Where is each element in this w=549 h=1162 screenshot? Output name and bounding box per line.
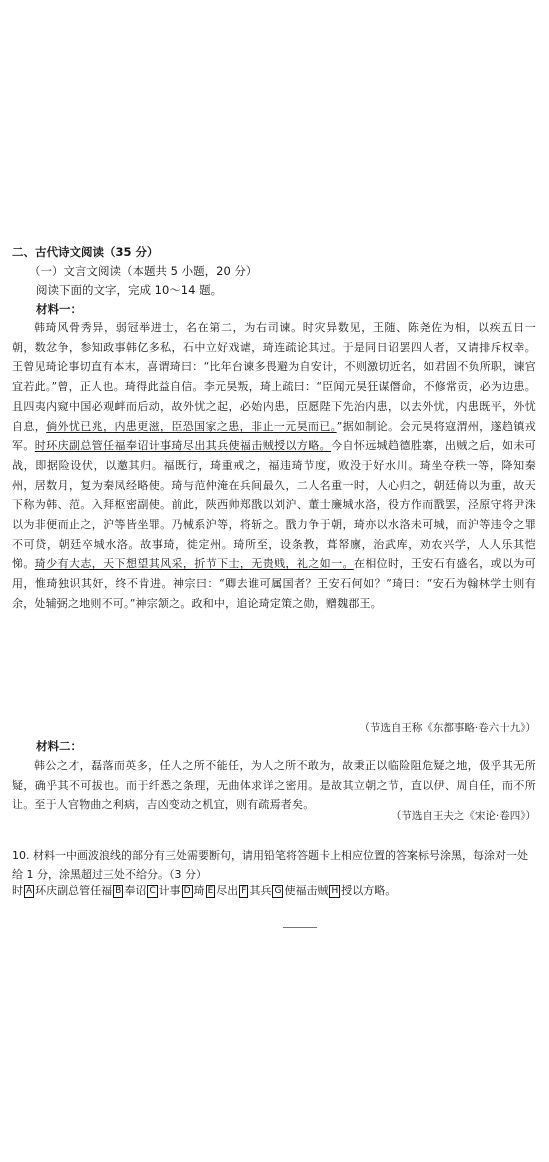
answer-box-h[interactable]: H [331,886,339,896]
material-one-para: ”据如制论。会元昊将寇渭州，遂趋镇戎军。 [12,419,536,453]
underline-2: 琦少有大志，天下想望其风采，折节下士，无贵贱，礼之如一。 [34,557,354,571]
option-text: 尽出 [216,884,239,897]
material-two-text: 韩公之才，磊落而英多，任人之所不能任，为人之所不敢为，故秉正以临险阻危疑之地，伋乎其无所疑，确乎其不可拔也。而于纤悉之条理，无曲体求详之密用。是故其立朝之节，直以伊、周自任，而不所让。至于人官物曲之利病，吉凶变动之机宜，则有疏焉者矣。 [12,759,536,812]
material-one-para: 今自怀远城趋德胜寨，出贼之后，如未可战，即据险设伏，以邀其归。福既行，琦重戒之，福违琦节度，败没于好水川。琦坐夺秩一等，降知秦州，居数月，复为秦凤经略使。琦与范仲淹在兵间最久，二人名重一时，人心归之，朝廷倚以为重，故天下称为韩、范。入拜枢密副使。前此，陕西帅郑戬以刘沪、董士廉城水洛，役方作而戬罢，泾原守将尹洙以为非便而止之，沪等皆坐罪。乃械系沪等，将斩之。戬力争于朝，琦亦以水洛未可城，而沪等违令之罪不可贷，朝廷卒城水洛。故事琦，徙定州。琦所至，设条教，葺帑廪，治武库，劝农兴学，人人乐其恺悌。 [12,439,536,571]
subsection-title: （一）文言文阅读（本题共 5 小题，20 分） [29,264,258,278]
option-text: 使福击贼 [284,884,329,897]
option-text: 琦 [193,884,205,897]
wavy-underline-main: 时环庆副总管任福奉诏计事琦尽出其兵使福击贼授以方略。 [34,439,332,453]
option-text: 计事 [158,884,181,897]
answer-box-a[interactable]: A [26,886,33,896]
option-text: 其兵 [249,884,272,897]
material-two-title: 材料二： [36,739,82,753]
question-10 [12,846,536,884]
section-title: 二、古代诗文阅读（35 分） [12,245,159,259]
option-text: 授以方略。 [341,884,397,897]
answer-box-g[interactable]: G [274,886,282,896]
material-one-para: 在相位时，王安石有盛名，或以为可用，惟琦独识其奸，终不肯进。神宗曰：“卿去谁可属国者？王安石何如？”琦曰：“安石为翰林学士则有余，处辅弼之地则不可。”神宗颔之。政和中，追论琦定策之勋，赠魏郡王。 [12,557,536,610]
question-text: 材料一中画波浪线的部分有三处需要断句，请用铅笔将答题卡上相应位置的答案标号涂黑，每涂对一处给 1 分，涂黑超过三处不给分。（3 分） [12,849,528,881]
answer-box-e[interactable]: E [207,886,214,896]
material-one-text [12,318,536,614]
reading-instruction: 阅读下面的文字，完成 10～14 题。 [36,283,223,297]
answer-box-b[interactable]: B [115,886,122,896]
material-two-source: （节选自王夫之《宋论·卷四》） [390,810,536,822]
answer-box-c[interactable]: C [149,886,156,896]
break-options [12,882,536,898]
divider-rule [283,927,317,928]
option-text: 时 [12,884,23,897]
wavy-underline-1: 倘外忧已兆，内患更滋，臣恐国家之患，非止一元昊而已。 [46,419,337,433]
question-number: 10. [12,849,30,862]
material-one-title: 材料一： [36,302,82,316]
material-one-para: 韩琦风骨秀异，弱冠举进士，名在第二，为右司谏。时灾异数见，王随、陈尧佐为相，以疾五日一朝，数忿争，参知政事韩亿多私，石中立好戏谑，琦连疏论其过。于是同日诏罢四人者，又请排斥权幸。王曾见琦论事切直有本末，喜谓琦曰：“比年台谏多畏避为自安计，不则激切近名，如君固不负所职，谏官宜若此。”曾，正人也。琦得此益自信。李元昊叛，琦上疏曰：“臣闻元昊狂谋僭命，不修常贡，必为边患。且四夷内窥中国必观衅而后动，故外忧之起，必始内患，臣愿陛下先治内患，以去外忧，内患既平，外忧自息， [12,321,536,433]
option-text: 奉诏 [124,884,147,897]
answer-box-d[interactable]: D [183,886,191,896]
material-one-source: （节选自王称《东都事略·卷六十九》） [359,722,536,734]
answer-box-f[interactable]: F [241,886,247,896]
option-text: 环庆副总管任福 [35,884,113,897]
